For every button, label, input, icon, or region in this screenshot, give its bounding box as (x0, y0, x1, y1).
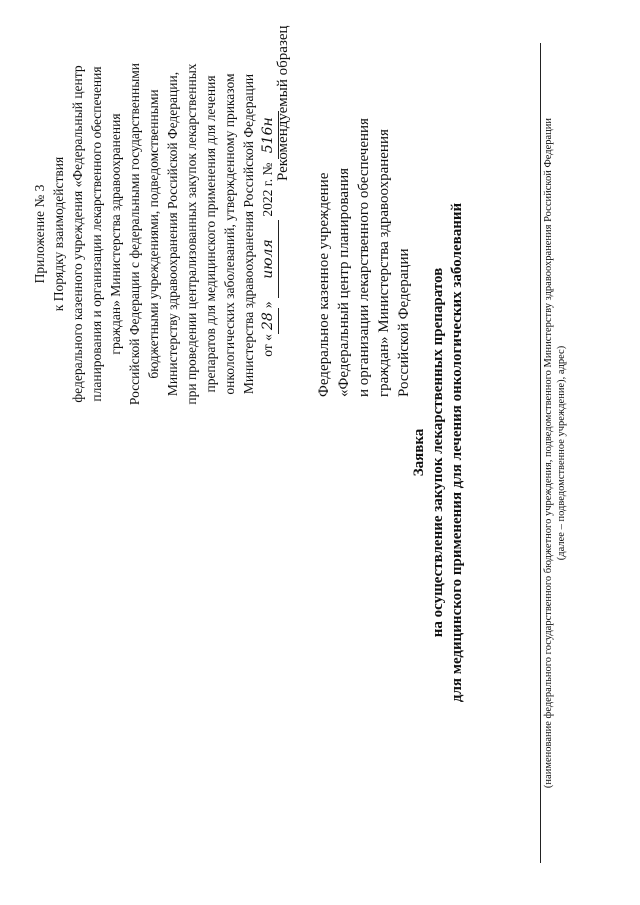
document-title (410, 0, 467, 905)
appendix-line: при проведении централизованных закупок лекарственных (184, 63, 199, 405)
appendix-block (30, 29, 279, 439)
appendix-line: Российской Федерации с федеральными государственными (127, 62, 142, 406)
appendix-line: Министерству здравоохранения Российской Федерации, (165, 71, 180, 397)
appendix-line: федерального казенного учреждения «Федеральный центр (70, 65, 85, 403)
decree-mid2: 2022 г. № (260, 162, 275, 217)
decree-prefix: от « (260, 334, 275, 357)
addressee-block (314, 12, 414, 397)
decree-number: 516н (259, 111, 279, 159)
appendix-line: граждан» Министерства здравоохранения (108, 113, 123, 355)
decree-day: 28 (259, 308, 279, 334)
appendix-line: планирования и организации лекарственного обеспечения (89, 66, 104, 402)
addressee-line: и организации лекарственного обеспечения (356, 118, 372, 397)
owner-caption-line: (наименование федерального государственного бюджетного учреждения, подведомственного Министерству здравоохранения Российской Федерации (543, 117, 554, 789)
addressee-line: «Федеральный центр планирования (336, 167, 352, 397)
appendix-line: онкологических заболеваний, утвержденному приказом (222, 73, 237, 395)
appendix-line: препаратов для медицинского применения для лечения (203, 75, 218, 393)
owner-caption (542, 43, 568, 863)
addressee-line: Федеральное казенное учреждение (316, 172, 332, 397)
decree-mid1: » (260, 301, 275, 309)
title-line: для медицинского применения для лечения онкологических заболеваний (449, 202, 465, 703)
appendix-line: бюджетными учреждениями, подведомственными (146, 89, 161, 379)
appendix-line: к Порядку взаимодействия (51, 156, 66, 312)
title-line: на осуществление закупок лекарственных препаратов (430, 267, 446, 638)
owner-caption-line: (далее – подведомственное учреждение), адрес) (556, 345, 567, 561)
decree-month: июля (259, 220, 279, 298)
title-line: Заявка (411, 428, 427, 477)
addressee-line: граждан» Министерства здравоохранения (376, 129, 392, 397)
owner-underline (540, 43, 541, 863)
appendix-line: Министерства здравоохранения Российской Федерации (241, 73, 256, 395)
addressee-line: Российской Федерации (396, 248, 412, 397)
appendix-line: Приложение № 3 (32, 184, 47, 284)
recommended-sample-label: Рекомендуемый образец (275, 25, 291, 181)
